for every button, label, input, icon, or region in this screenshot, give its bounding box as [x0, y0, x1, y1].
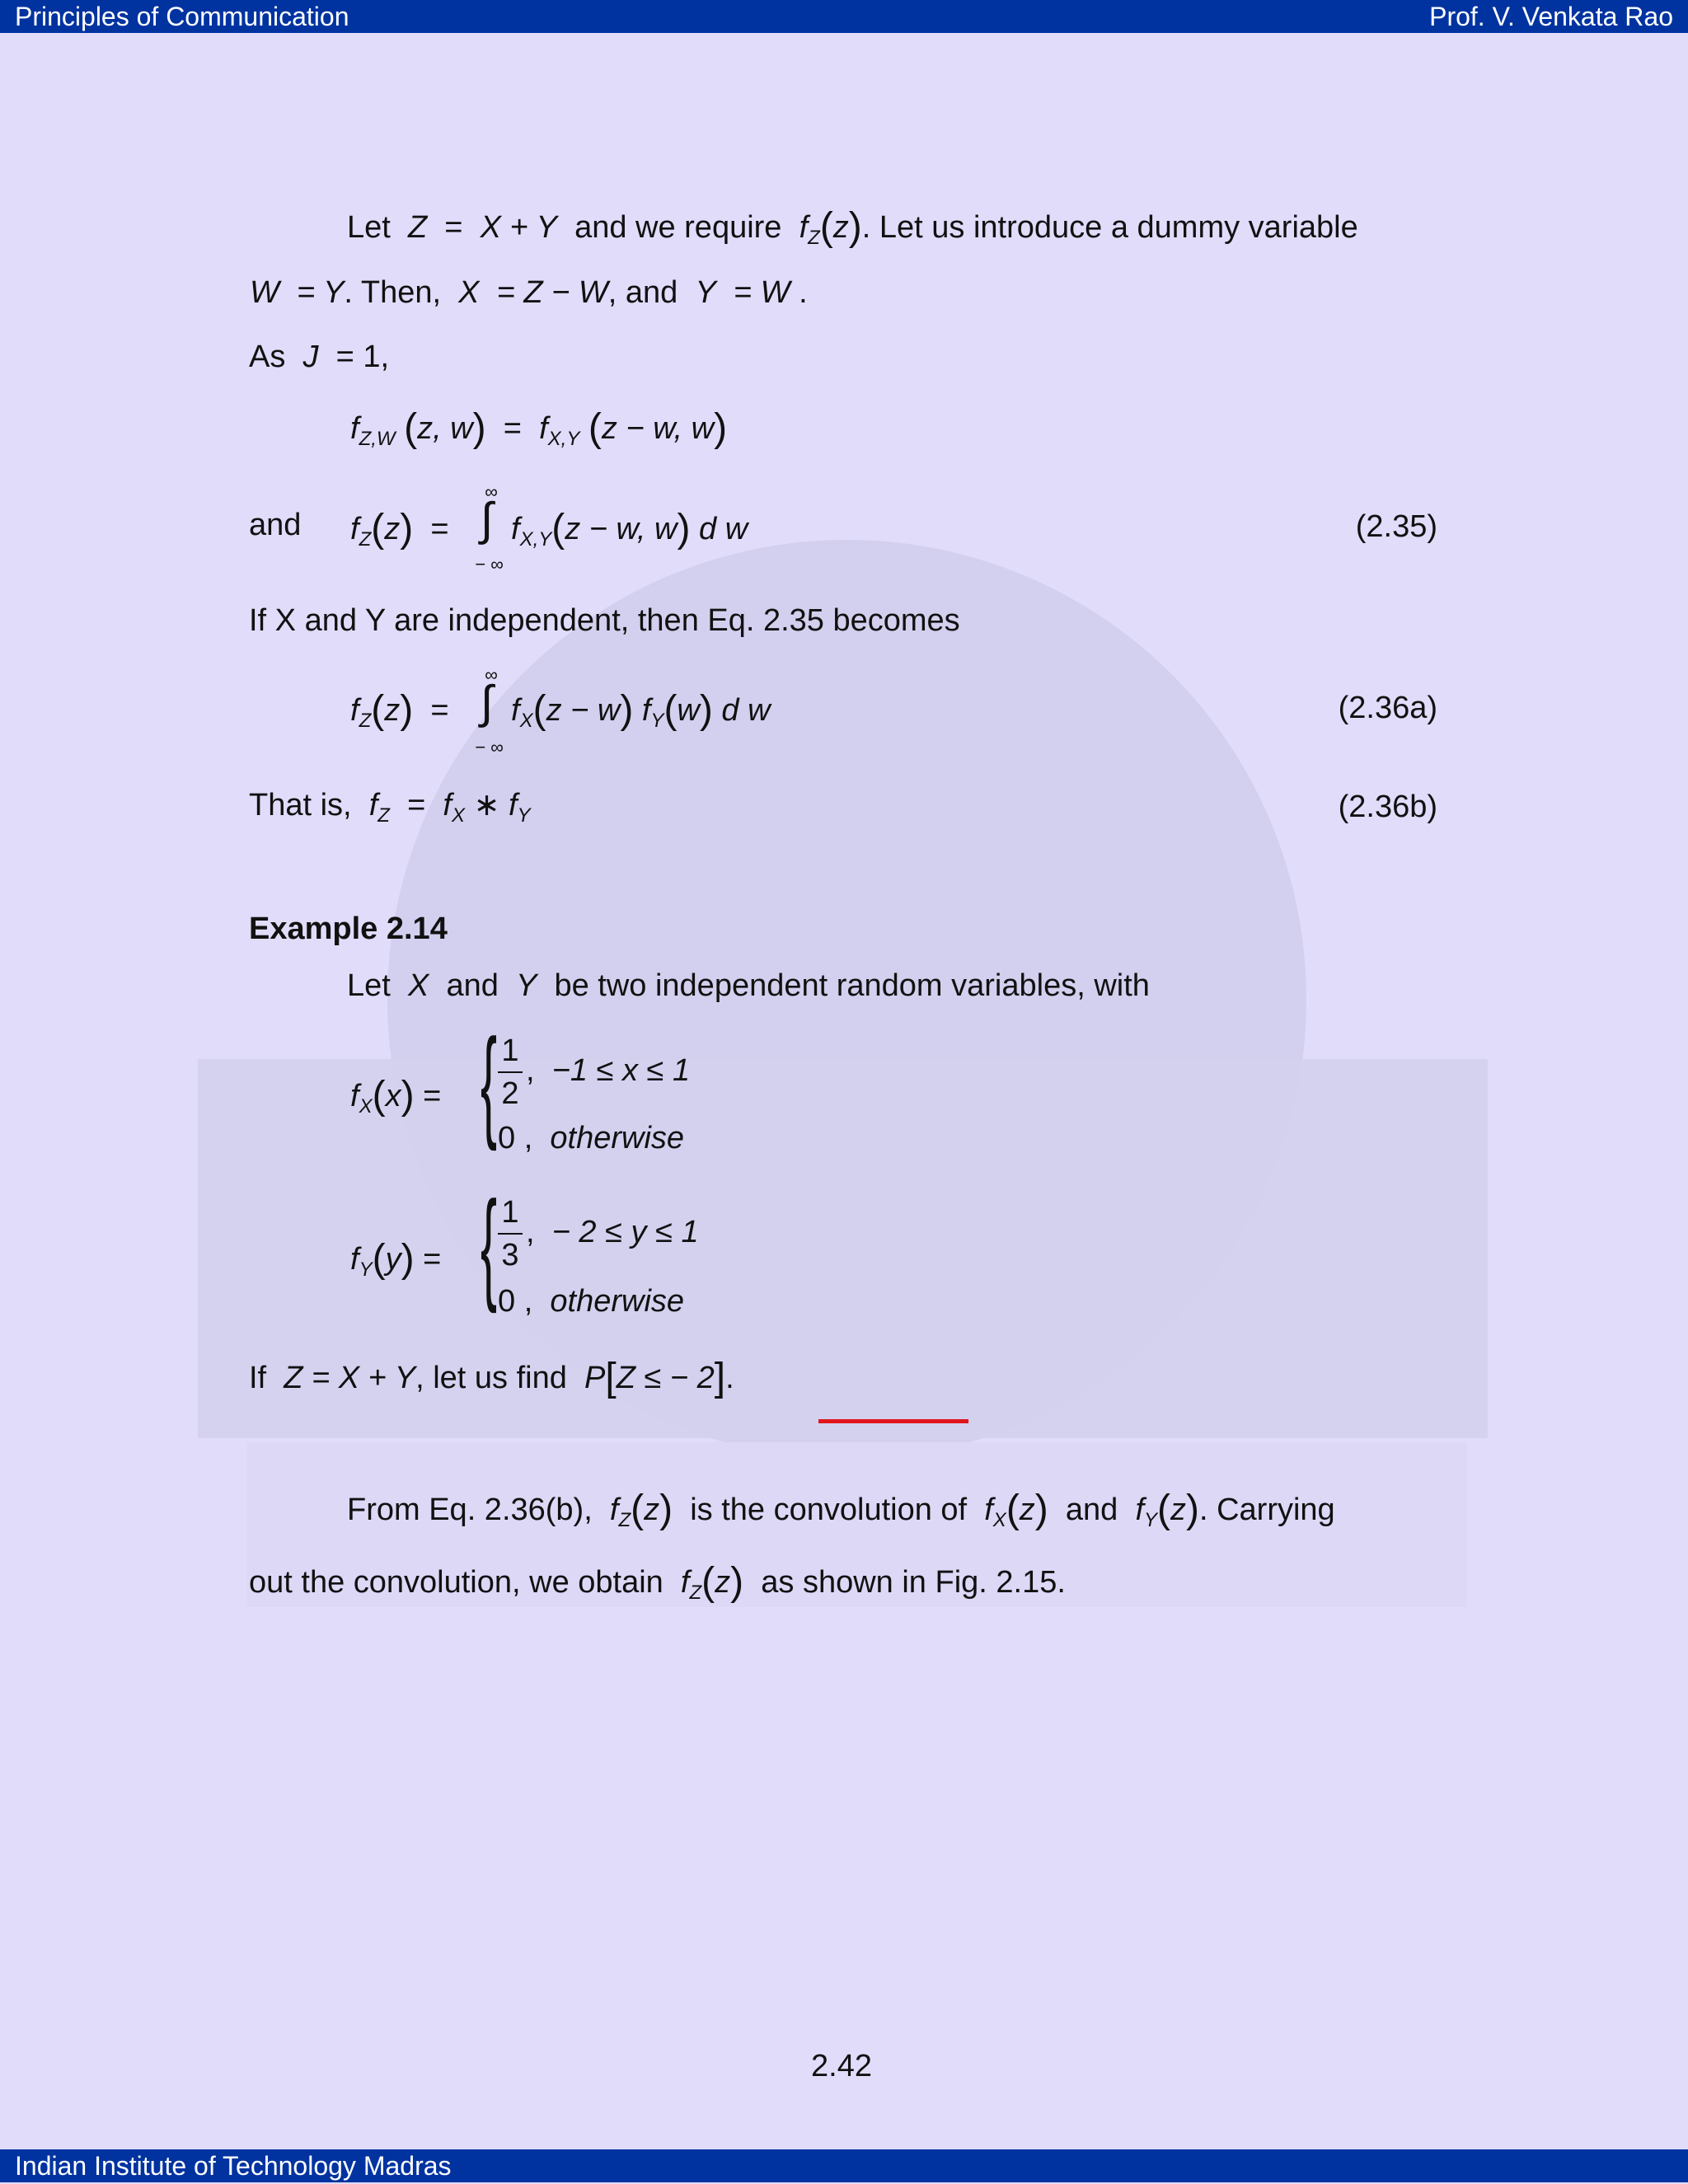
fraction-third: 1 3	[498, 1197, 523, 1271]
find-probability: If Z = X + Y, let us find P[Z ≤ − 2].	[249, 1356, 734, 1399]
pdf-fy-lhs: $f_Y(y)$ =	[350, 1237, 442, 1281]
page-number: 2.42	[811, 2049, 872, 2083]
integral-lower: − ∞	[475, 554, 504, 574]
equation-2-36b: That is, $f_Z = f_X$ ∗ $f_Y$	[249, 788, 531, 827]
independence-text: If X and Y are independent, then Eq. 2.35 becomes	[249, 603, 960, 638]
pdf-fy-otherwise: 0 , otherwise	[498, 1284, 685, 1319]
equation-label-2-35: (2.35)	[1355, 509, 1437, 544]
brace-fx: {	[481, 1013, 498, 1151]
equation-2-36a: $f_Z(z)$ =	[350, 688, 449, 732]
para1-line3: As J = 1,	[249, 340, 390, 374]
integral-upper: ∞	[485, 481, 498, 502]
equation-fzw: $f_{Z,W}$ (z, $w) = f_{X,Y}$ (z − w, w)	[350, 406, 728, 450]
para1-line1: Let Z = X + Y and we require $f_Z(z)$. Let us introduce a dummy variable	[347, 205, 1358, 249]
equation-2-35: and	[249, 508, 302, 542]
convolution-line1: From Eq. 2.36(b), $f_Z(z)$ is the convolution of $f_X(z)$ and $f_Y(z)$. Carrying	[347, 1488, 1335, 1531]
equation-label-2-36a: (2.36a)	[1338, 691, 1437, 725]
equation-2-36a-integrand: $f_X(z - w)$ $f_Y(w)$ d w	[511, 688, 771, 732]
header-title: Principles of Communication	[15, 2, 349, 31]
fraction-half: 1 2	[498, 1035, 523, 1109]
para1-line2: W = Y. Then, X = Z − W, and Y = W .	[250, 275, 808, 310]
integral-upper-2: ∞	[485, 664, 498, 685]
integral-sign: ∫	[481, 493, 494, 545]
red-underline	[818, 1419, 968, 1423]
footer-institution: Indian Institute of Technology Madras	[15, 2151, 452, 2181]
equation-label-2-36b: (2.36b)	[1338, 790, 1437, 824]
pdf-fy-cond: , − 2 ≤ y ≤ 1	[526, 1215, 699, 1249]
brace-fy: {	[481, 1175, 498, 1314]
integral-sign-2: ∫	[481, 676, 494, 728]
example-title: Example 2.14	[249, 912, 448, 946]
header-author: Prof. V. Venkata Rao	[1429, 2, 1673, 31]
footer-bar	[0, 2149, 1688, 2182]
integral-lower-2: − ∞	[475, 737, 504, 757]
equation-2-35-body: $f_Z(z)$ =	[350, 507, 449, 551]
pdf-fx-lhs: $f_X(x)$ =	[350, 1074, 442, 1118]
pdf-fx-otherwise: 0 , otherwise	[498, 1121, 685, 1155]
convolution-line2: out the convolution, we obtain $f_Z(z)$ as shown in Fig. 2.15.	[249, 1560, 1066, 1604]
header-bar	[0, 0, 1688, 33]
equation-2-35-integrand: $f_{X,Y}(z - w$, w) d w	[511, 507, 748, 551]
example-intro: Let X and Y be two independent random variables, with	[347, 968, 1150, 1003]
pdf-fx-cond: , −1 ≤ x ≤ 1	[526, 1053, 691, 1088]
